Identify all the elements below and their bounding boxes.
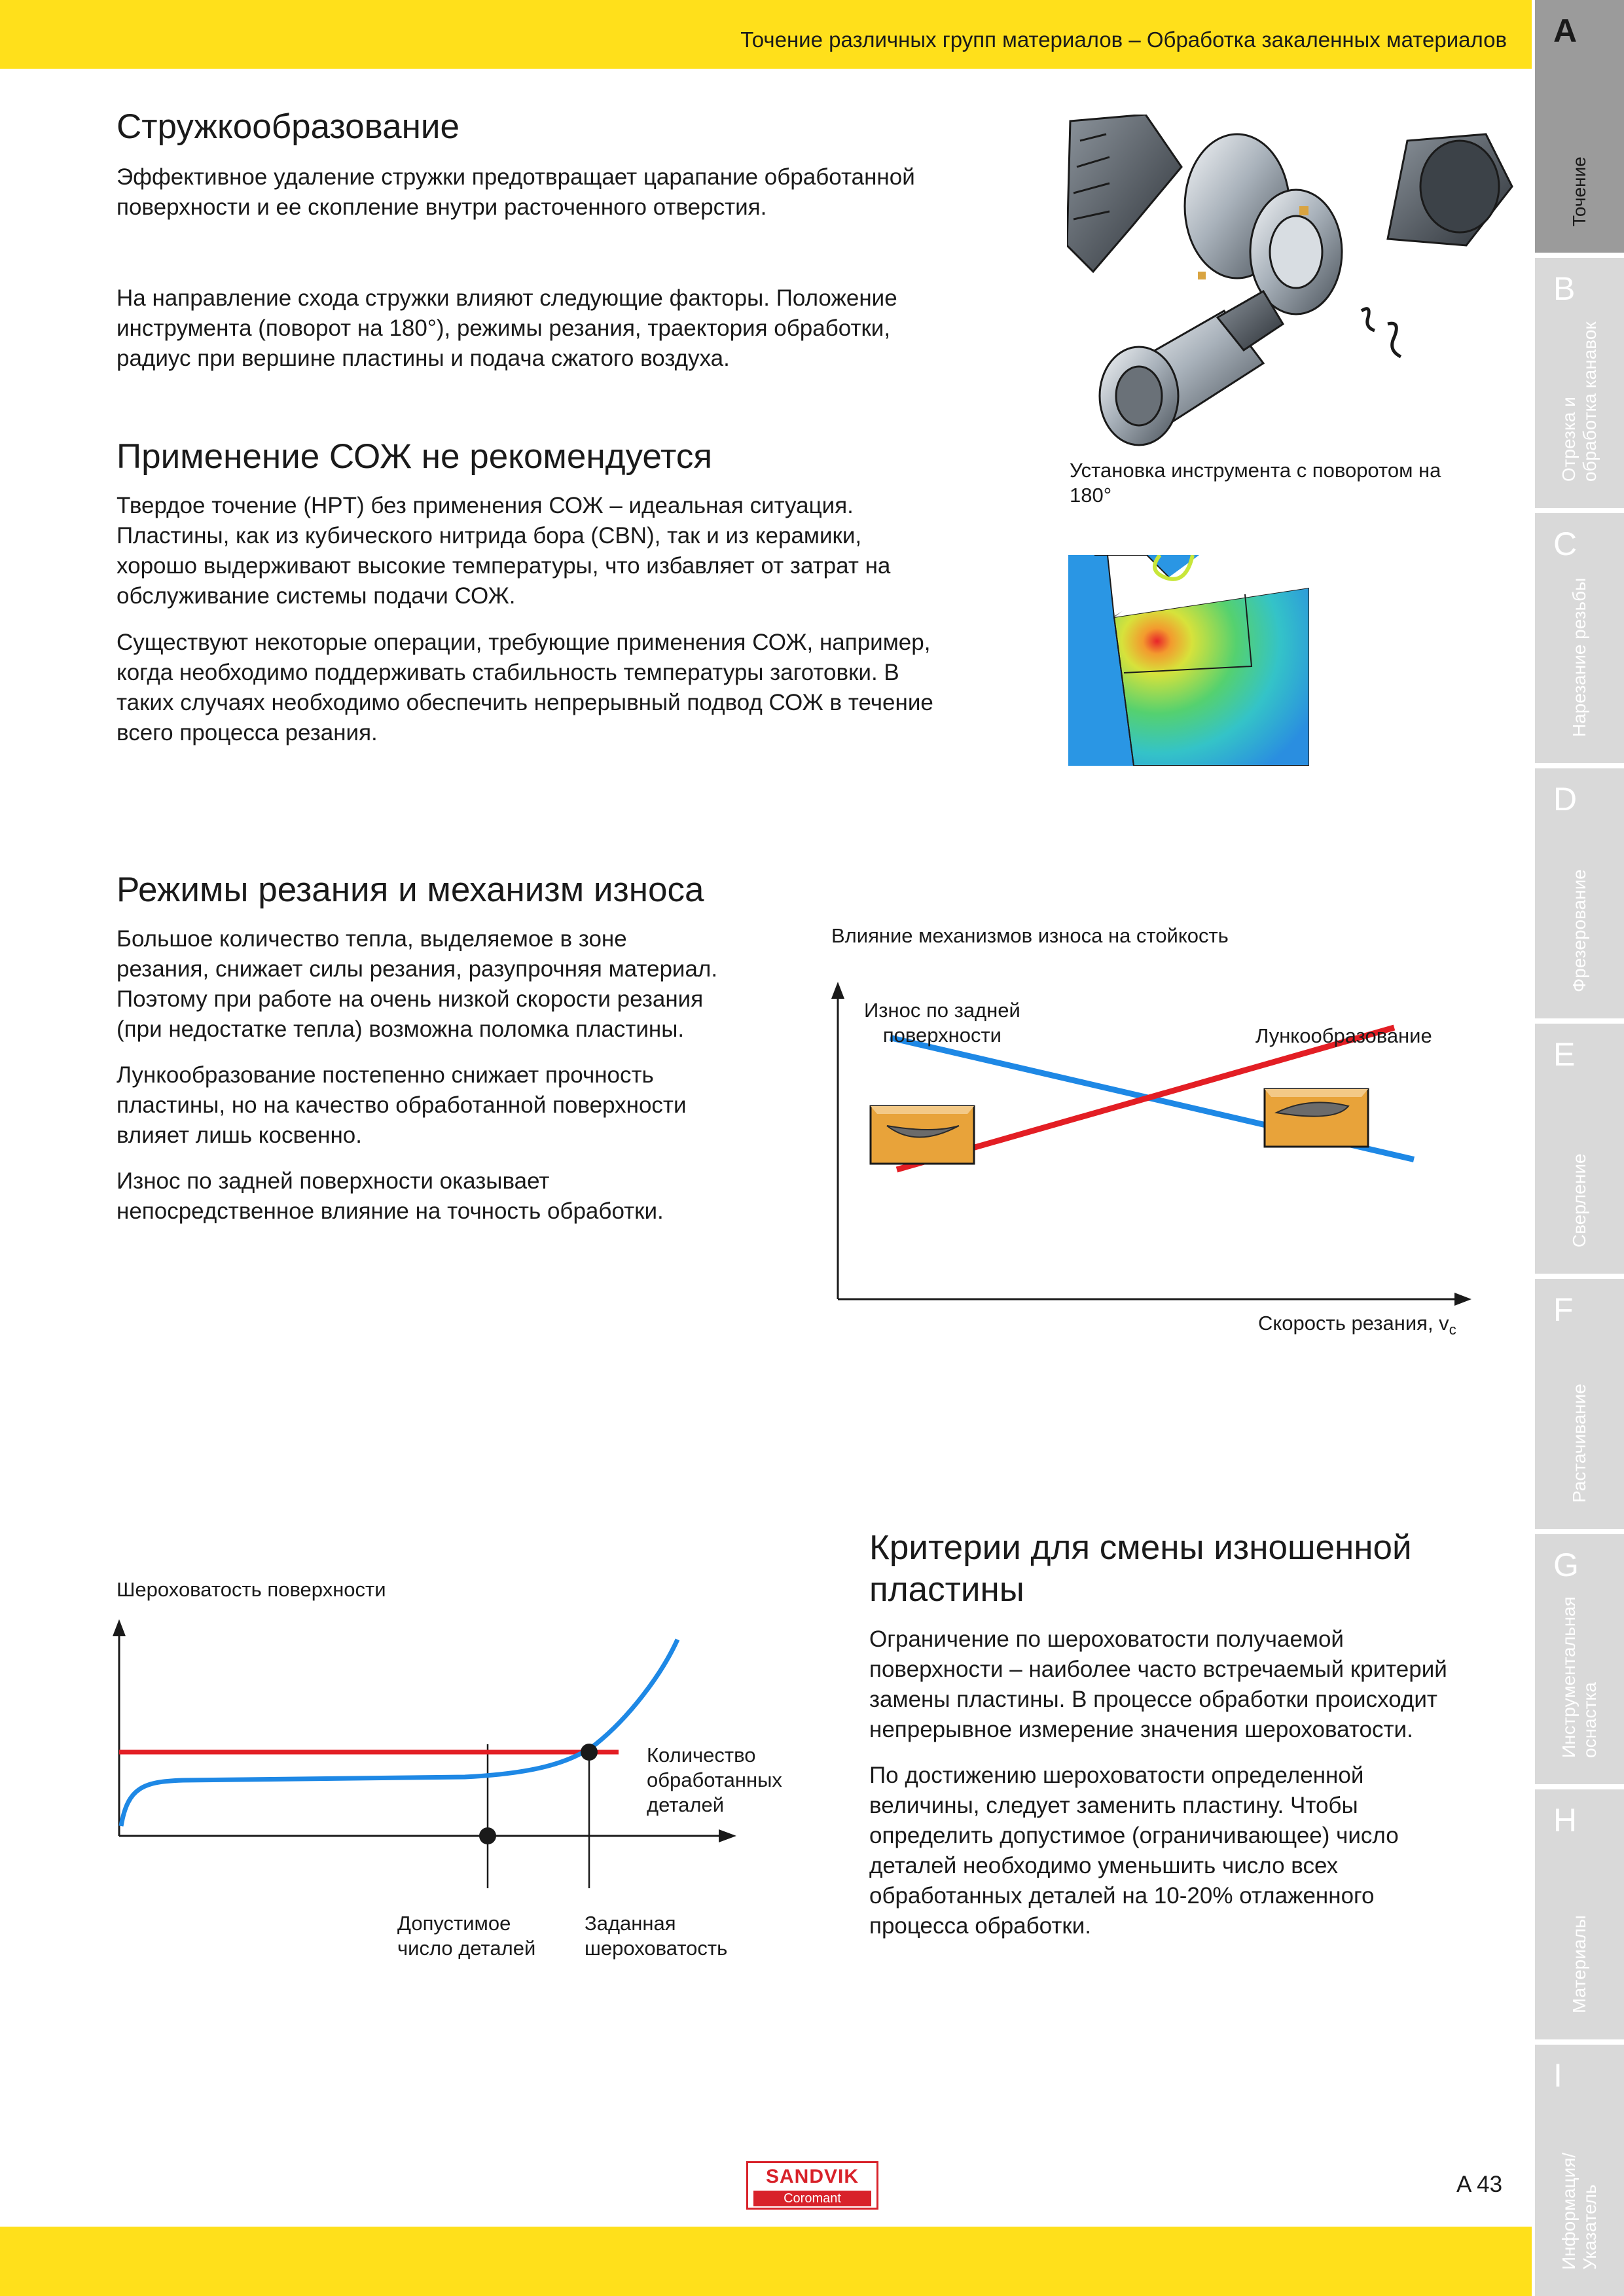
- footer-bar: [0, 2227, 1532, 2296]
- tab-boring[interactable]: F Растачивание: [1535, 1279, 1624, 1529]
- tab-milling[interactable]: D Фрезерование: [1535, 768, 1624, 1018]
- chip-paragraph-1: Эффективное удаление стружки предотвращает царапание обработанной поверхности и ее скопление внутри расточенного отверстия.: [117, 164, 915, 220]
- tab-letter: G: [1553, 1547, 1579, 1583]
- wear-paragraph-3: Износ по задней поверхности оказывает непосредственное влияние на точность обработки.: [117, 1168, 664, 1224]
- flank-wear-insert-icon: [871, 1106, 974, 1164]
- tab-letter: B: [1553, 270, 1576, 307]
- crater-wear-insert-icon: [1265, 1089, 1368, 1147]
- tab-materials[interactable]: H Материалы: [1535, 1789, 1624, 2039]
- header-bar: [0, 0, 1532, 69]
- roughness-chart-title: Шероховатость поверхности: [117, 1578, 386, 1601]
- set-roughness-label: Заданная шероховатость: [585, 1912, 728, 1960]
- tab-letter: D: [1553, 781, 1578, 817]
- tab-index[interactable]: I Информация/ Указатель: [1535, 2045, 1624, 2296]
- tab-turning[interactable]: A Точение: [1535, 0, 1624, 253]
- sandvik-logo: SANDVIK Coromant: [746, 2161, 878, 2210]
- y-axis-arrow: [113, 1619, 126, 1636]
- roughness-curve: [121, 1640, 677, 1826]
- coolant-paragraph-2: Существуют некоторые операции, требующие применения СОЖ, например, когда необходимо поддерживать стабильность температуры заготовки. В таких случаях необходимо обеспечить непрерывный подвод СОЖ в течение всего процесса резания.: [117, 630, 933, 745]
- tab-letter: A: [1553, 12, 1578, 49]
- chapter-tabs: [1535, 0, 1624, 2296]
- allowed-parts-marker: [479, 1827, 496, 1844]
- chip-formation-heading: Стружкообразование: [117, 107, 460, 146]
- flank-wear-label: Износ по задней поверхности: [864, 999, 1020, 1047]
- x-axis-arrow: [1454, 1293, 1471, 1306]
- tab-drilling[interactable]: E Сверление: [1535, 1024, 1624, 1274]
- wear-paragraph-1: Большое количество тепла, выделяемое в зоне резания, снижает силы резания, разупрочняя материал. Поэтому при работе на очень низкой скорости резания (при недостатке тепла) возможна поломка пластины.: [117, 926, 718, 1042]
- tool-setup-photo: [1067, 115, 1519, 455]
- criteria-heading: Критерии для смены изношенной пластины: [869, 1528, 1412, 1609]
- wear-heading: Режимы резания и механизм износа: [117, 870, 704, 909]
- set-roughness-marker: [581, 1744, 598, 1761]
- y-axis-arrow: [831, 982, 844, 999]
- parts-count-label: Количество обработанных деталей: [647, 1744, 782, 1816]
- chip-paragraph-2: На направление схода стружки влияют следующие факторы. Положение инструмента (поворот на 180°), режимы резания, траектория обработки, радиус при вершине пластины и подача сжатого воздуха.: [117, 285, 897, 371]
- tab-parting[interactable]: B Отрезка и обработка канавок: [1535, 258, 1624, 508]
- crater-wear-label: Лункообразование: [1255, 1024, 1432, 1047]
- tab-letter: C: [1553, 526, 1578, 562]
- tab-letter: E: [1553, 1036, 1576, 1073]
- tab-letter: I: [1553, 2057, 1562, 2094]
- x-axis-label: Скорость резания, $v_c$: [1258, 1312, 1456, 1338]
- photo-caption: Установка инструмента с поворотом на 180°: [1070, 459, 1441, 507]
- tab-tooling[interactable]: G Инструментальная оснастка: [1535, 1534, 1624, 1784]
- coolant-paragraph-1: Твердое точение (HPT) без применения СОЖ – идеальная ситуация. Пластины, как из кубического нитрида бора (CBN), так и из керамики, хорошо выдерживают высокие температуры, что избавляет от затрат на обслуживание системы подачи СОЖ.: [117, 493, 891, 609]
- coolant-heading: Применение СОЖ не рекомендуется: [117, 437, 713, 476]
- tab-letter: F: [1553, 1291, 1574, 1328]
- heat-simulation-image: [1068, 555, 1309, 766]
- page-number: A 43: [1456, 2172, 1503, 2197]
- wear-paragraph-2: Лункообразование постепенно снижает прочность пластины, но на качество обработанной поверхности влияет лишь косвенно.: [117, 1062, 687, 1148]
- tab-letter: H: [1553, 1802, 1578, 1839]
- x-axis-arrow: [719, 1829, 736, 1842]
- criteria-paragraph-2: По достижению шероховатости определенной величины, следует заменить пластину. Чтобы определить допустимое (ограничивающее) число деталей необходимо уменьшить число всех обработанных деталей на 10-20% отлаженного процесса обработки.: [869, 1763, 1399, 1939]
- tab-threading[interactable]: C Нарезание резьбы: [1535, 513, 1624, 763]
- criteria-paragraph-1: Ограничение по шероховатости получаемой поверхности – наиболее часто встречаемый критерий замены пластины. В процессе обработки происходит непрерывное измерение значения шероховатости.: [869, 1626, 1447, 1742]
- breadcrumb: Точение различных групп материалов – Обработка закаленных материалов: [740, 27, 1507, 52]
- allowed-parts-label: Допустимое число деталей: [397, 1912, 536, 1960]
- wear-chart-title: Влияние механизмов износа на стойкость: [831, 924, 1229, 947]
